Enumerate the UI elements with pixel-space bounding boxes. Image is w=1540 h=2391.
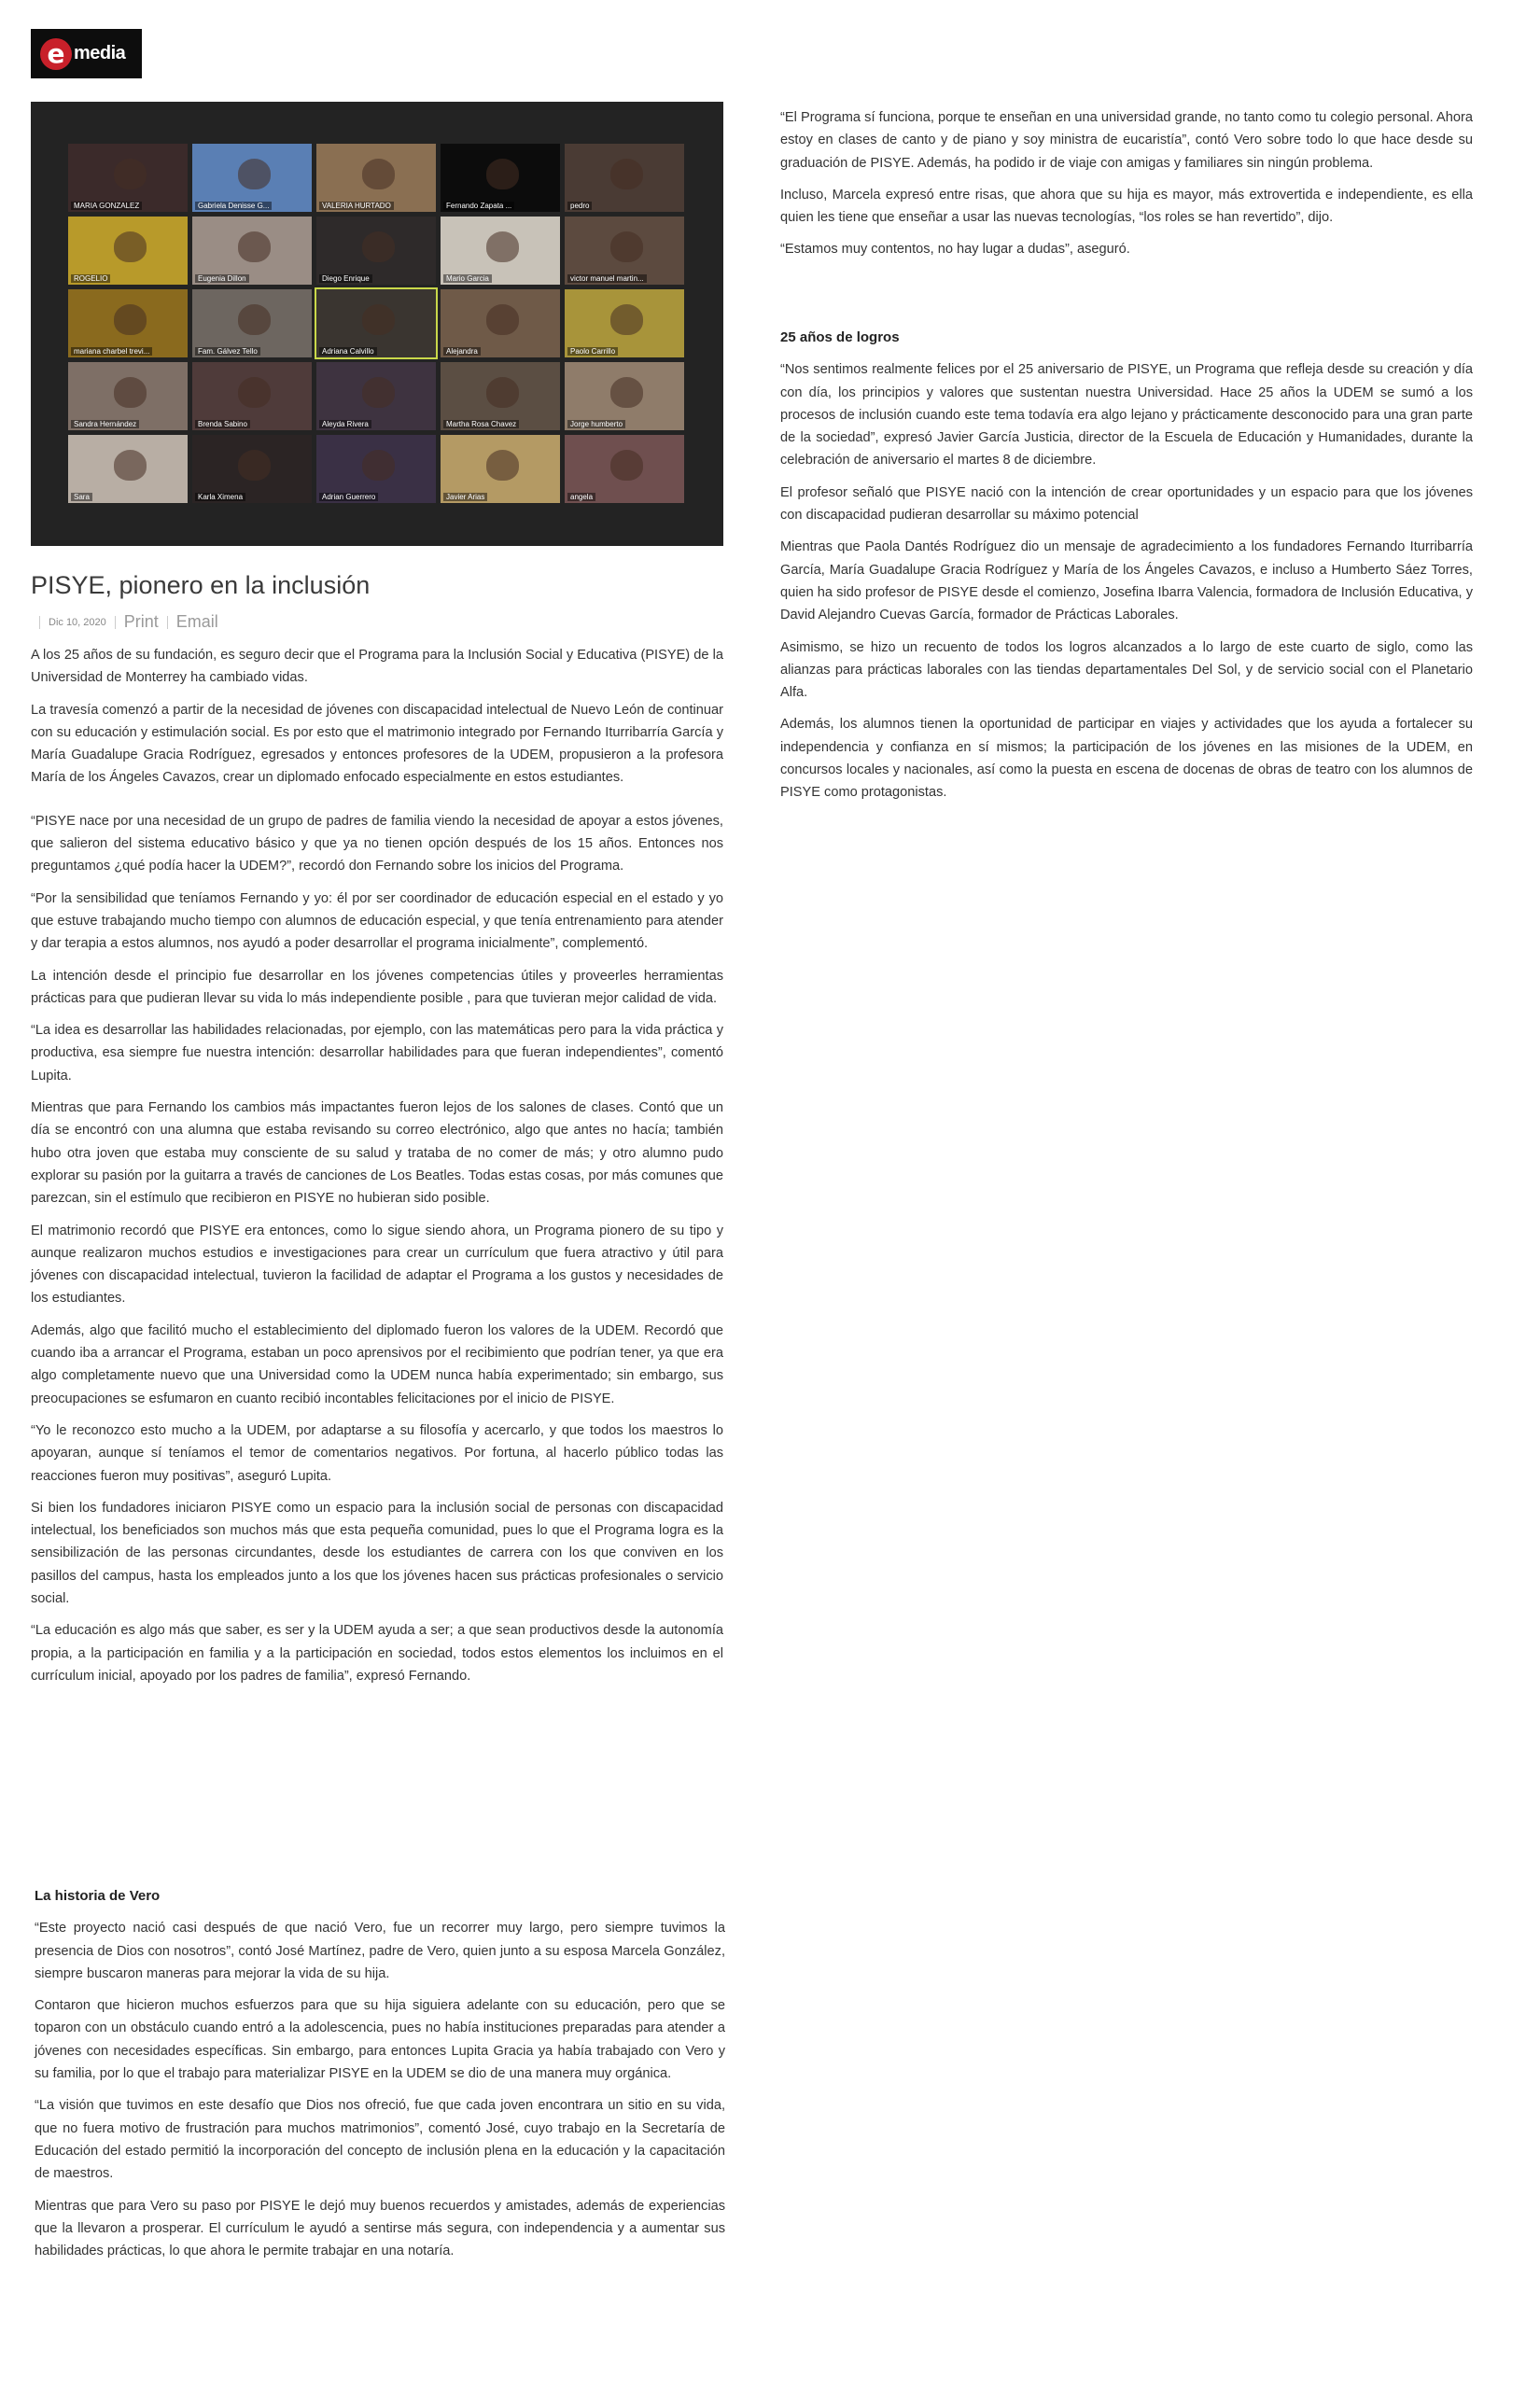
participant-name: Gabriela Denisse G...	[195, 202, 272, 210]
participant-name: pedro	[567, 202, 592, 210]
participant-name: mariana charbel trevi...	[71, 347, 152, 356]
paragraph: Incluso, Marcela expresó entre risas, que ahora que su hija es mayor, más extrovertida e independiente, es ella quien les tiene que enseñar a usar las nuevas tecnologías, “los roles se han revertido”, dijo.	[780, 187, 1473, 226]
participant-name: Fam. Gálvez Tello	[195, 347, 260, 356]
participant-name: Sandra Hernández	[71, 420, 139, 428]
logo-wordmark: media	[74, 43, 126, 63]
participant-name: Fernando Zapata ...	[443, 202, 514, 210]
article-title: PISYE, pionero en la inclusión	[31, 571, 371, 599]
section-heading-vero: La historia de Vero	[35, 1888, 161, 1904]
participant-tile	[441, 217, 560, 285]
participant-figure	[238, 231, 272, 262]
article-date: Dic 10, 2020	[49, 616, 106, 628]
participant-figure	[114, 377, 147, 408]
participant-figure	[610, 159, 644, 189]
paragraph: Mientras que para Fernando los cambios más impactantes fueron lejos de los salones de clases. Contó que un día se encontró con una alumna que estaba revisando su correo electrónico, algo que antes no hacía; también hubo otra joven que estaba muy consciente de su salud y trataba de no comer de más; y otro alumno pudo explorar su pasión por la guitarra a través de canciones de Los Beatles. Todas estas cosas, por más comunes que parezcan, sin el estímulo que recibieron en PISYE no hubieran sido posible.	[31, 1100, 723, 1207]
participant-tile	[192, 217, 312, 285]
participant-figure	[486, 450, 520, 481]
participant-figure	[362, 231, 396, 262]
participant-figure	[610, 450, 644, 481]
participant-tile	[441, 362, 560, 430]
participant-name: ROGELIO	[71, 274, 110, 283]
participant-name: Adrian Guerrero	[319, 493, 378, 501]
participant-name: Eugenia Dillon	[195, 274, 249, 283]
paragraph: “La idea es desarrollar las habilidades relacionadas, por ejemplo, con las matemáticas pero para la vida práctica y productiva, esa siempre fue nuestra intención: desarrollar habilidades para que fueran independientes”, comentó Lupita.	[31, 1023, 723, 1084]
participant-figure	[610, 377, 644, 408]
participant-tile	[316, 289, 436, 357]
participant-name: Martha Rosa Chavez	[443, 420, 519, 428]
participant-tile	[192, 362, 312, 430]
participant-name: Mario Garcia	[443, 274, 492, 283]
section-heading-logros: 25 años de logros	[780, 329, 900, 345]
paragraph: El profesor señaló que PISYE nació con la intención de crear oportunidades y un espacio para que los jóvenes con discapacidad pudieran desarrollar su máximo potencial	[780, 484, 1473, 524]
paragraph: Mientras que para Vero su paso por PISYE le dejó muy buenos recuerdos y amistades, además de experiencias que la llevaron a prosperar. El currículum le ayudó a sentirse más segura, con independencia y a aumentar sus habilidades prácticas, lo que ahora le permite trabajar en una notaría.	[35, 2198, 725, 2259]
participant-name: angela	[567, 493, 595, 501]
participant-figure	[362, 304, 396, 335]
participant-figure	[610, 304, 644, 335]
participant-tile	[565, 362, 684, 430]
logo-mark: e	[40, 38, 72, 70]
participant-tile	[565, 289, 684, 357]
print-link[interactable]: Print	[123, 612, 159, 631]
participant-name: victor manuel martin...	[567, 274, 647, 283]
participant-tile	[68, 217, 188, 285]
participant-name: Javier Arias	[443, 493, 487, 501]
participant-figure	[238, 159, 272, 189]
participant-tile	[441, 144, 560, 212]
article-body-right	[780, 106, 1473, 271]
participant-figure	[486, 377, 520, 408]
participant-tile	[68, 362, 188, 430]
paragraph: “El Programa sí funciona, porque te enseñan en una universidad grande, no tanto como tu colegio personal. Ahora estoy en clases de canto y de piano y soy ministra de eucaristía”, contó Vero sobre todo lo que hace desde su graduación de PISYE. Además, ha podido ir de viaje con amigas y familiares sin ningún problema.	[780, 110, 1473, 171]
video-call-grid	[68, 144, 684, 503]
paragraph: “Este proyecto nació casi después de que nació Vero, fue un recorrer muy largo, pero siempre tuvimos la presencia de Dios con nosotros”, contó José Martínez, padre de Vero, quien junto a su esposa Marcela González, siempre buscaron maneras para mejorar la vida de su hija.	[35, 1921, 725, 1981]
paragraph: El matrimonio recordó que PISYE era entonces, como lo sigue siendo ahora, un Programa pionero de su tipo y aunque realizaron muchos estudios e investigaciones para crear un currículum que fuera atractivo y útil para jóvenes con discapacidad intelectual, tuvieron la facilidad de adaptar el Programa a los gustos y necesidades de los estudiantes.	[31, 1223, 723, 1307]
participant-name: MARIA GONZALEZ	[71, 202, 142, 210]
meta-divider	[39, 616, 40, 629]
participant-figure	[114, 304, 147, 335]
participant-name: Karla Ximena	[195, 493, 245, 501]
participant-tile	[68, 435, 188, 503]
participant-tile	[316, 362, 436, 430]
participant-tile	[565, 144, 684, 212]
participant-name: VALERIA HURTADO	[319, 202, 394, 210]
participant-name: Aleyda Rivera	[319, 420, 371, 428]
paragraph: Asimismo, se hizo un recuento de todos los logros alcanzados a lo largo de este cuarto de siglo, como las alianzas para prácticas laborales con las tiendas departamentales Del Sol, y de servicio social con el Planetario Alfa.	[780, 639, 1473, 701]
meta-divider	[167, 616, 168, 629]
participant-figure	[362, 377, 396, 408]
participant-name: Paolo Carrillo	[567, 347, 618, 356]
paragraph: Contaron que hicieron muchos esfuerzos para que su hija siguiera adelante con su educación, pero que se toparon con un obstáculo cuando entró a la adolescencia, pues no había instituciones preparadas para atender a jóvenes con necesidades específicas. Sin embargo, para entonces Lupita Gracia ya había trabajado con Vero y su familia, por lo que el trabajo para materializar PISYE en la UDEM se dio de una manera muy orgánica.	[35, 1998, 725, 2082]
article-meta	[31, 612, 218, 632]
paragraph: La travesía comenzó a partir de la necesidad de jóvenes con discapacidad intelectual de Nuevo León de continuar con su educación y estimulación social. Es por esto que el matrimonio integrado por Fernando Iturribarría García y María Guadalupe Gracia Rodríguez, egresados y entonces profesores de la UDEM, propusieron a la profesora María de los Ángeles Cavazos, crear un diplomado enfocado especialmente en estos estudiantes.	[31, 702, 723, 786]
participant-figure	[114, 159, 147, 189]
paragraph: Si bien los fundadores iniciaron PISYE como un espacio para la inclusión social de personas con discapacidad intelectual, los beneficiados son muchos más que esta pequeña comunidad, pues lo que el Programa logra es la sensibilización de las personas circundantes, desde los estudiantes de carrera con los que conviven en los pasillos del campus, hasta los empleados junto a los que los jóvenes hacen sus prácticas profesionales o servicio social.	[31, 1500, 723, 1606]
section-vero	[35, 1885, 725, 2272]
paragraph: La intención desde el principio fue desarrollar en los jóvenes competencias útiles y proveerles herramientas prácticas para que pudieran llevar su vida lo más independiente posible , para que tuvieran mejor calidad de vida.	[31, 968, 723, 1006]
participant-tile	[441, 289, 560, 357]
participant-figure	[486, 304, 520, 335]
participant-name: Sara	[71, 493, 92, 501]
participant-figure	[362, 450, 396, 481]
participant-figure	[610, 231, 644, 262]
paragraph: Además, algo que facilitó mucho el establecimiento del diplomado fueron los valores de la UDEM. Recordó que cuando iba a arrancar el Programa, estaban un poco aprensivos por el recibimiento que podrían tener, ya que era algo completamente nuevo que una Universidad como la UDEM nunca había experimentado; sin embargo, sus preocupaciones se esfumaron en cuanto recibió incontables felicitaciones por el inicio de PISYE.	[31, 1322, 723, 1406]
paragraph: “Nos sentimos realmente felices por el 25 aniversario de PISYE, un Programa que refleja desde su creación y día con día, los principios y valores que sustentan nuestra Universidad. Hace 25 años la UDEM se sumó a los procesos de inclusión cuando este tema todavía era algo lejano y prácticamente desconocido para una gran parte de la sociedad”, expresó Javier García Justicia, director de la Escuela de Educación y Humanidades, durante la celebración de aniversario el martes 8 de diciembre.	[780, 362, 1473, 468]
participant-figure	[114, 450, 147, 481]
participant-tile	[565, 435, 684, 503]
paragraph: Además, los alumnos tienen la oportunidad de participar en viajes y actividades que los ayuda a fortalecer su independencia y confianza en sí mismos; la participación de los jóvenes en las misiones de la UDEM, en concursos locales y nacionales, así como la puesta en escena de docenas de obras de teatro con los alumnos de PISYE como protagonistas.	[780, 717, 1473, 801]
article-body-left	[31, 644, 723, 1697]
participant-figure	[238, 304, 272, 335]
participant-figure	[238, 377, 272, 408]
participant-figure	[114, 231, 147, 262]
site-logo[interactable]	[31, 29, 142, 78]
participant-tile	[565, 217, 684, 285]
participant-name: Adriana Calvillo	[319, 347, 377, 356]
meta-divider	[115, 616, 116, 629]
participant-tile	[68, 289, 188, 357]
participant-tile	[192, 435, 312, 503]
paragraph: “Yo le reconozco esto mucho a la UDEM, por adaptarse a su filosofía y acercarlo, y que todos los maestros lo apoyaran, aunque sí teníamos el temor de comentarios negativos. Por fortuna, al hacerlo público todas las reacciones fueron muy positivas”, aseguró Lupita.	[31, 1422, 723, 1484]
participant-figure	[238, 450, 272, 481]
participant-tile	[68, 144, 188, 212]
participant-name: Jorge humberto	[567, 420, 625, 428]
participant-name: Diego Enrique	[319, 274, 372, 283]
participant-tile	[316, 144, 436, 212]
participant-name: Brenda Sabino	[195, 420, 250, 428]
paragraph: “La visión que tuvimos en este desafío que Dios nos ofreció, fue que cada joven encontrara un sitio en su vida, que no fuera motivo de frustración para muchos matrimonios”, comentó José, cuyo trabajo en la Secretaría de Educación del estado permitió la incorporación del concepto de inclusión plena en la educación y la capacitación de maestros.	[35, 2098, 725, 2182]
participant-tile	[192, 289, 312, 357]
paragraph: “PISYE nace por una necesidad de un grupo de padres de familia viendo la necesidad de apoyar a estos jóvenes, que salieron del sistema educativo básico y que ya no tienen opción después de los 15 años. Entonces nos preguntamos ¿qué podía hacer la UDEM?”, recordó don Fernando sobre los inicios del Programa.	[31, 813, 723, 874]
paragraph: Mientras que Paola Dantés Rodríguez dio un mensaje de agradecimiento a los fundadores Fernando Iturribarría García, María Guadalupe Gracia Rodríguez y María de los Ángeles Cavazos, e incluso a Humberto Sáez Torres, quien ha sido profesor de PISYE desde el comienzo, Josefina Ibarra Valencia, formadora de Inclusión Educativa, y David Alejandro Cuevas García, formador de Prácticas Laborales.	[780, 539, 1473, 623]
paragraph: “Estamos muy contentos, no hay lugar a dudas”, aseguró.	[780, 242, 1130, 258]
participant-figure	[486, 231, 520, 262]
participant-tile	[441, 435, 560, 503]
paragraph: “La educación es algo más que saber, es ser y la UDEM ayuda a ser; a que sean productivos desde la autonomía propia, a la participación en familia y a la participación en sociedad, todos estos elementos los incluimos en el currículum inicial, apoyado por los padres de familia”, expresó Fernando.	[31, 1623, 723, 1684]
participant-tile	[316, 217, 436, 285]
article-photo	[31, 102, 723, 546]
paragraph: “Por la sensibilidad que teníamos Fernando y yo: él por ser coordinador de educación especial en el estado y yo que estuve trabajando mucho tiempo con alumnos de educación especial, y que tenía entrenamiento para atender y dar terapia a estos alumnos, nos ayudó a poder desarrollar el programa inicialmente”, complementó.	[31, 890, 723, 952]
section-logros	[780, 327, 1473, 814]
participant-tile	[316, 435, 436, 503]
email-link[interactable]: Email	[175, 612, 218, 631]
participant-name: Alejandra	[443, 347, 481, 356]
participant-tile	[192, 144, 312, 212]
participant-figure	[362, 159, 396, 189]
participant-figure	[486, 159, 520, 189]
paragraph: A los 25 años de su fundación, es seguro decir que el Programa para la Inclusión Social y Educativa (PISYE) de la Universidad de Monterrey ha cambiado vidas.	[31, 648, 723, 686]
